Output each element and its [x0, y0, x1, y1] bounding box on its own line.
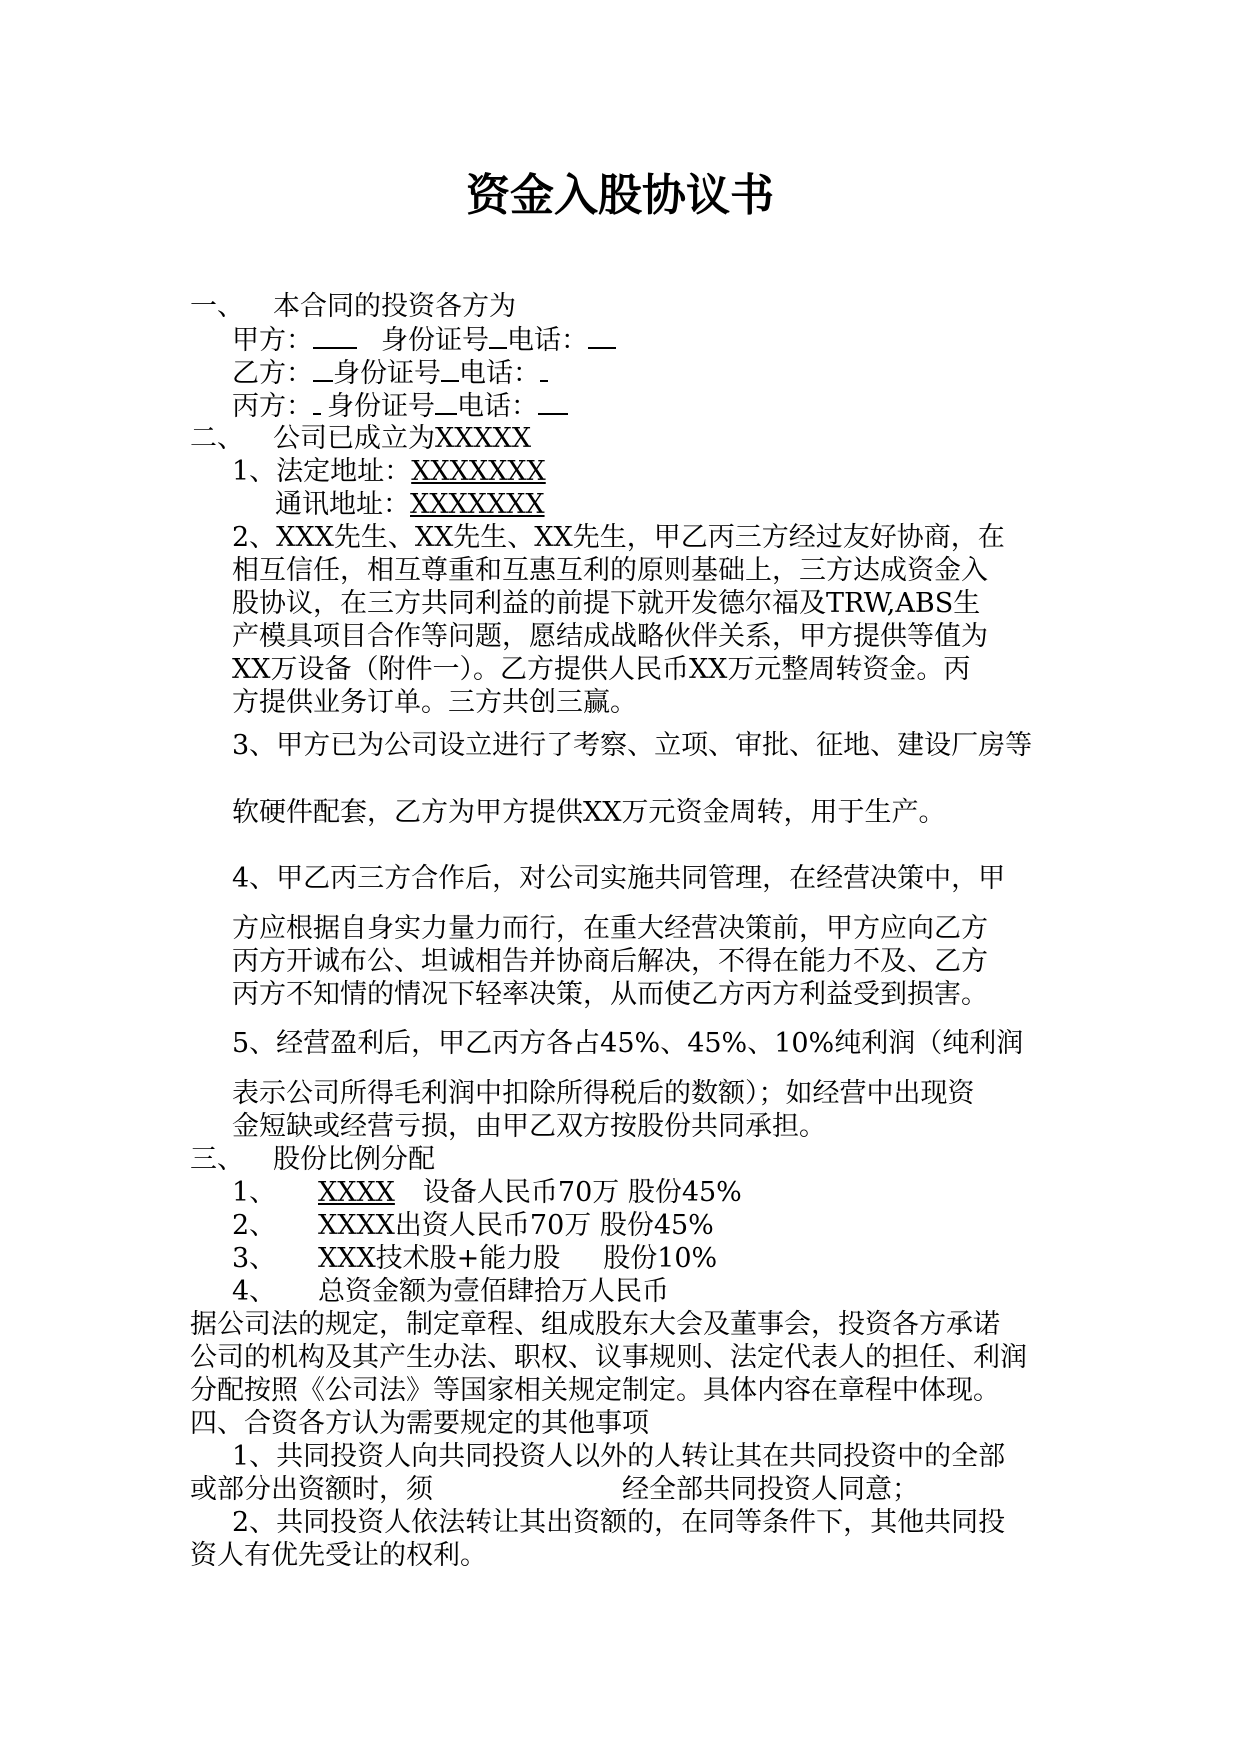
clause-2-line-5: XX万设备（附件一）。乙方提供人民币XX万元整周转资金。丙 [232, 654, 971, 685]
clause-2-line-3: 股协议，在三方共同利益的前提下就开发德尔福及TRW,ABS生 [232, 588, 981, 619]
party-a-tel-blank [588, 323, 616, 349]
legal-address-value: XXXXXXX [411, 456, 546, 487]
section-4-heading: 四、合资各方认为需要规定的其他事项 [190, 1408, 649, 1439]
party-a-tel-label: 电话： [507, 325, 588, 356]
articles-para-line-2: 公司的机构及其产生办法、职权、议事规则、法定代表人的担任、利润 [190, 1342, 1027, 1373]
section-4-clause-2-line-2: 资人有优先受让的权利。 [190, 1540, 487, 1571]
mail-address-label: 通讯地址： [275, 489, 410, 520]
section-2-number: 二、 [190, 423, 244, 454]
share-item-4-number: 4、 [232, 1276, 277, 1307]
share-item-3-text: XXX技术股+能力股 股份10% [318, 1243, 718, 1274]
legal-address-line [232, 455, 586, 489]
section-3-number: 三、 [190, 1144, 244, 1175]
clause-3-line-2: 软硬件配套，乙方为甲方提供XX万元资金周转，用于生产。 [232, 797, 946, 828]
share-item-1-name: XXXX [318, 1177, 395, 1208]
party-c-name-blank [313, 389, 321, 415]
clause-5-line-2: 表示公司所得毛利润中扣除所得税后的数额）；如经营中出现资 [232, 1078, 975, 1109]
section-4-clause-1-line-2a: 或部分出资额时，须 [190, 1474, 433, 1505]
party-c-tel-label: 电话： [457, 391, 538, 422]
party-c-line [232, 389, 568, 424]
section-4-clause-1-line-2b: 经全部共同投资人同意； [622, 1474, 919, 1505]
party-b-label: 乙方： [232, 358, 313, 389]
section-2-heading: 公司已成立为XXXXX [273, 423, 532, 454]
section-3-heading: 股份比例分配 [273, 1144, 435, 1175]
clause-2-line-4: 产模具项目合作等问题，愿结成战略伙伴关系，甲方提供等值为 [232, 621, 988, 652]
clause-2-line-6: 方提供业务订单。三方共创三赢。 [232, 687, 637, 718]
clause-2-line-2: 相互信任，相互尊重和互惠互利的原则基础上，三方达成资金入 [232, 555, 988, 586]
party-b-id-label: 身份证号 [333, 358, 441, 389]
party-b-tel-label: 电话： [459, 358, 540, 389]
clause-2-line-1: 2、XXX先生、XX先生、XX先生，甲乙丙三方经过友好协商，在 [232, 522, 1005, 553]
clause-4-line-4: 丙方不知情的情况下轻率决策，从而使乙方丙方利益受到损害。 [232, 979, 988, 1010]
legal-address-label: 1、法定地址： [232, 456, 412, 487]
share-item-1-text: 设备人民币70万 股份45% [422, 1177, 742, 1208]
share-item-3-number: 3、 [232, 1243, 277, 1274]
party-a-id-blank [489, 323, 507, 349]
clause-4-line-3: 丙方开诚布公、坦诚相告并协商后解决，不得在能力不及、乙方 [232, 946, 988, 977]
share-item-2-text: XXXX出资人民币70万 股份45% [318, 1210, 714, 1241]
clause-5-line-1: 5、经营盈利后，甲乙丙方各占45%、45%、10%纯利润（纯利润 [232, 1028, 1024, 1059]
party-c-id-blank [435, 389, 457, 415]
party-b-line [232, 356, 548, 391]
share-item-1-number: 1、 [232, 1177, 277, 1208]
party-c-id-label: 身份证号 [327, 391, 435, 422]
party-b-name-blank [313, 356, 333, 382]
party-a-name-blank [313, 323, 357, 349]
section-4-clause-1-line-1: 1、共同投资人向共同投资人以外的人转让其在共同投资中的全部 [232, 1441, 1006, 1472]
party-c-tel-blank [538, 389, 568, 415]
share-item-2-number: 2、 [232, 1210, 277, 1241]
articles-para-line-1: 据公司法的规定，制定章程、组成股东大会及董事会，投资各方承诺 [190, 1309, 1000, 1340]
section-1-number: 一、 [190, 291, 244, 322]
clause-4-line-2: 方应根据自身实力量力而行，在重大经营决策前，甲方应向乙方 [232, 913, 988, 944]
share-item-1 [318, 1176, 742, 1210]
party-a-id-label: 身份证号 [381, 325, 489, 356]
party-b-tel-blank [540, 356, 548, 382]
party-a-label: 甲方： [232, 325, 313, 356]
mail-address-value: XXXXXXX [410, 489, 545, 520]
share-item-4-text: 总资金额为壹佰肆拾万人民币 [318, 1276, 669, 1307]
articles-para-line-3: 分配按照《公司法》等国家相关规定制定。具体内容在章程中体现。 [190, 1375, 1000, 1406]
page-title: 资金入股协议书 [466, 170, 774, 221]
clause-4-line-1: 4、甲乙丙三方合作后，对公司实施共同管理，在经营决策中，甲 [232, 863, 1006, 894]
mail-address-line [275, 488, 605, 522]
party-c-label: 丙方： [232, 391, 313, 422]
party-a-line [232, 323, 616, 358]
clause-3-line-1: 3、甲方已为公司设立进行了考察、立项、审批、征地、建设厂房等 [232, 730, 1033, 761]
section-1-heading: 本合同的投资各方为 [273, 291, 516, 322]
section-4-clause-2-line-1: 2、共同投资人依法转让其出资额的，在同等条件下，其他共同投 [232, 1507, 1006, 1538]
party-b-id-blank [441, 356, 459, 382]
clause-5-line-3: 金短缺或经营亏损，由甲乙双方按股份共同承担。 [232, 1111, 826, 1142]
